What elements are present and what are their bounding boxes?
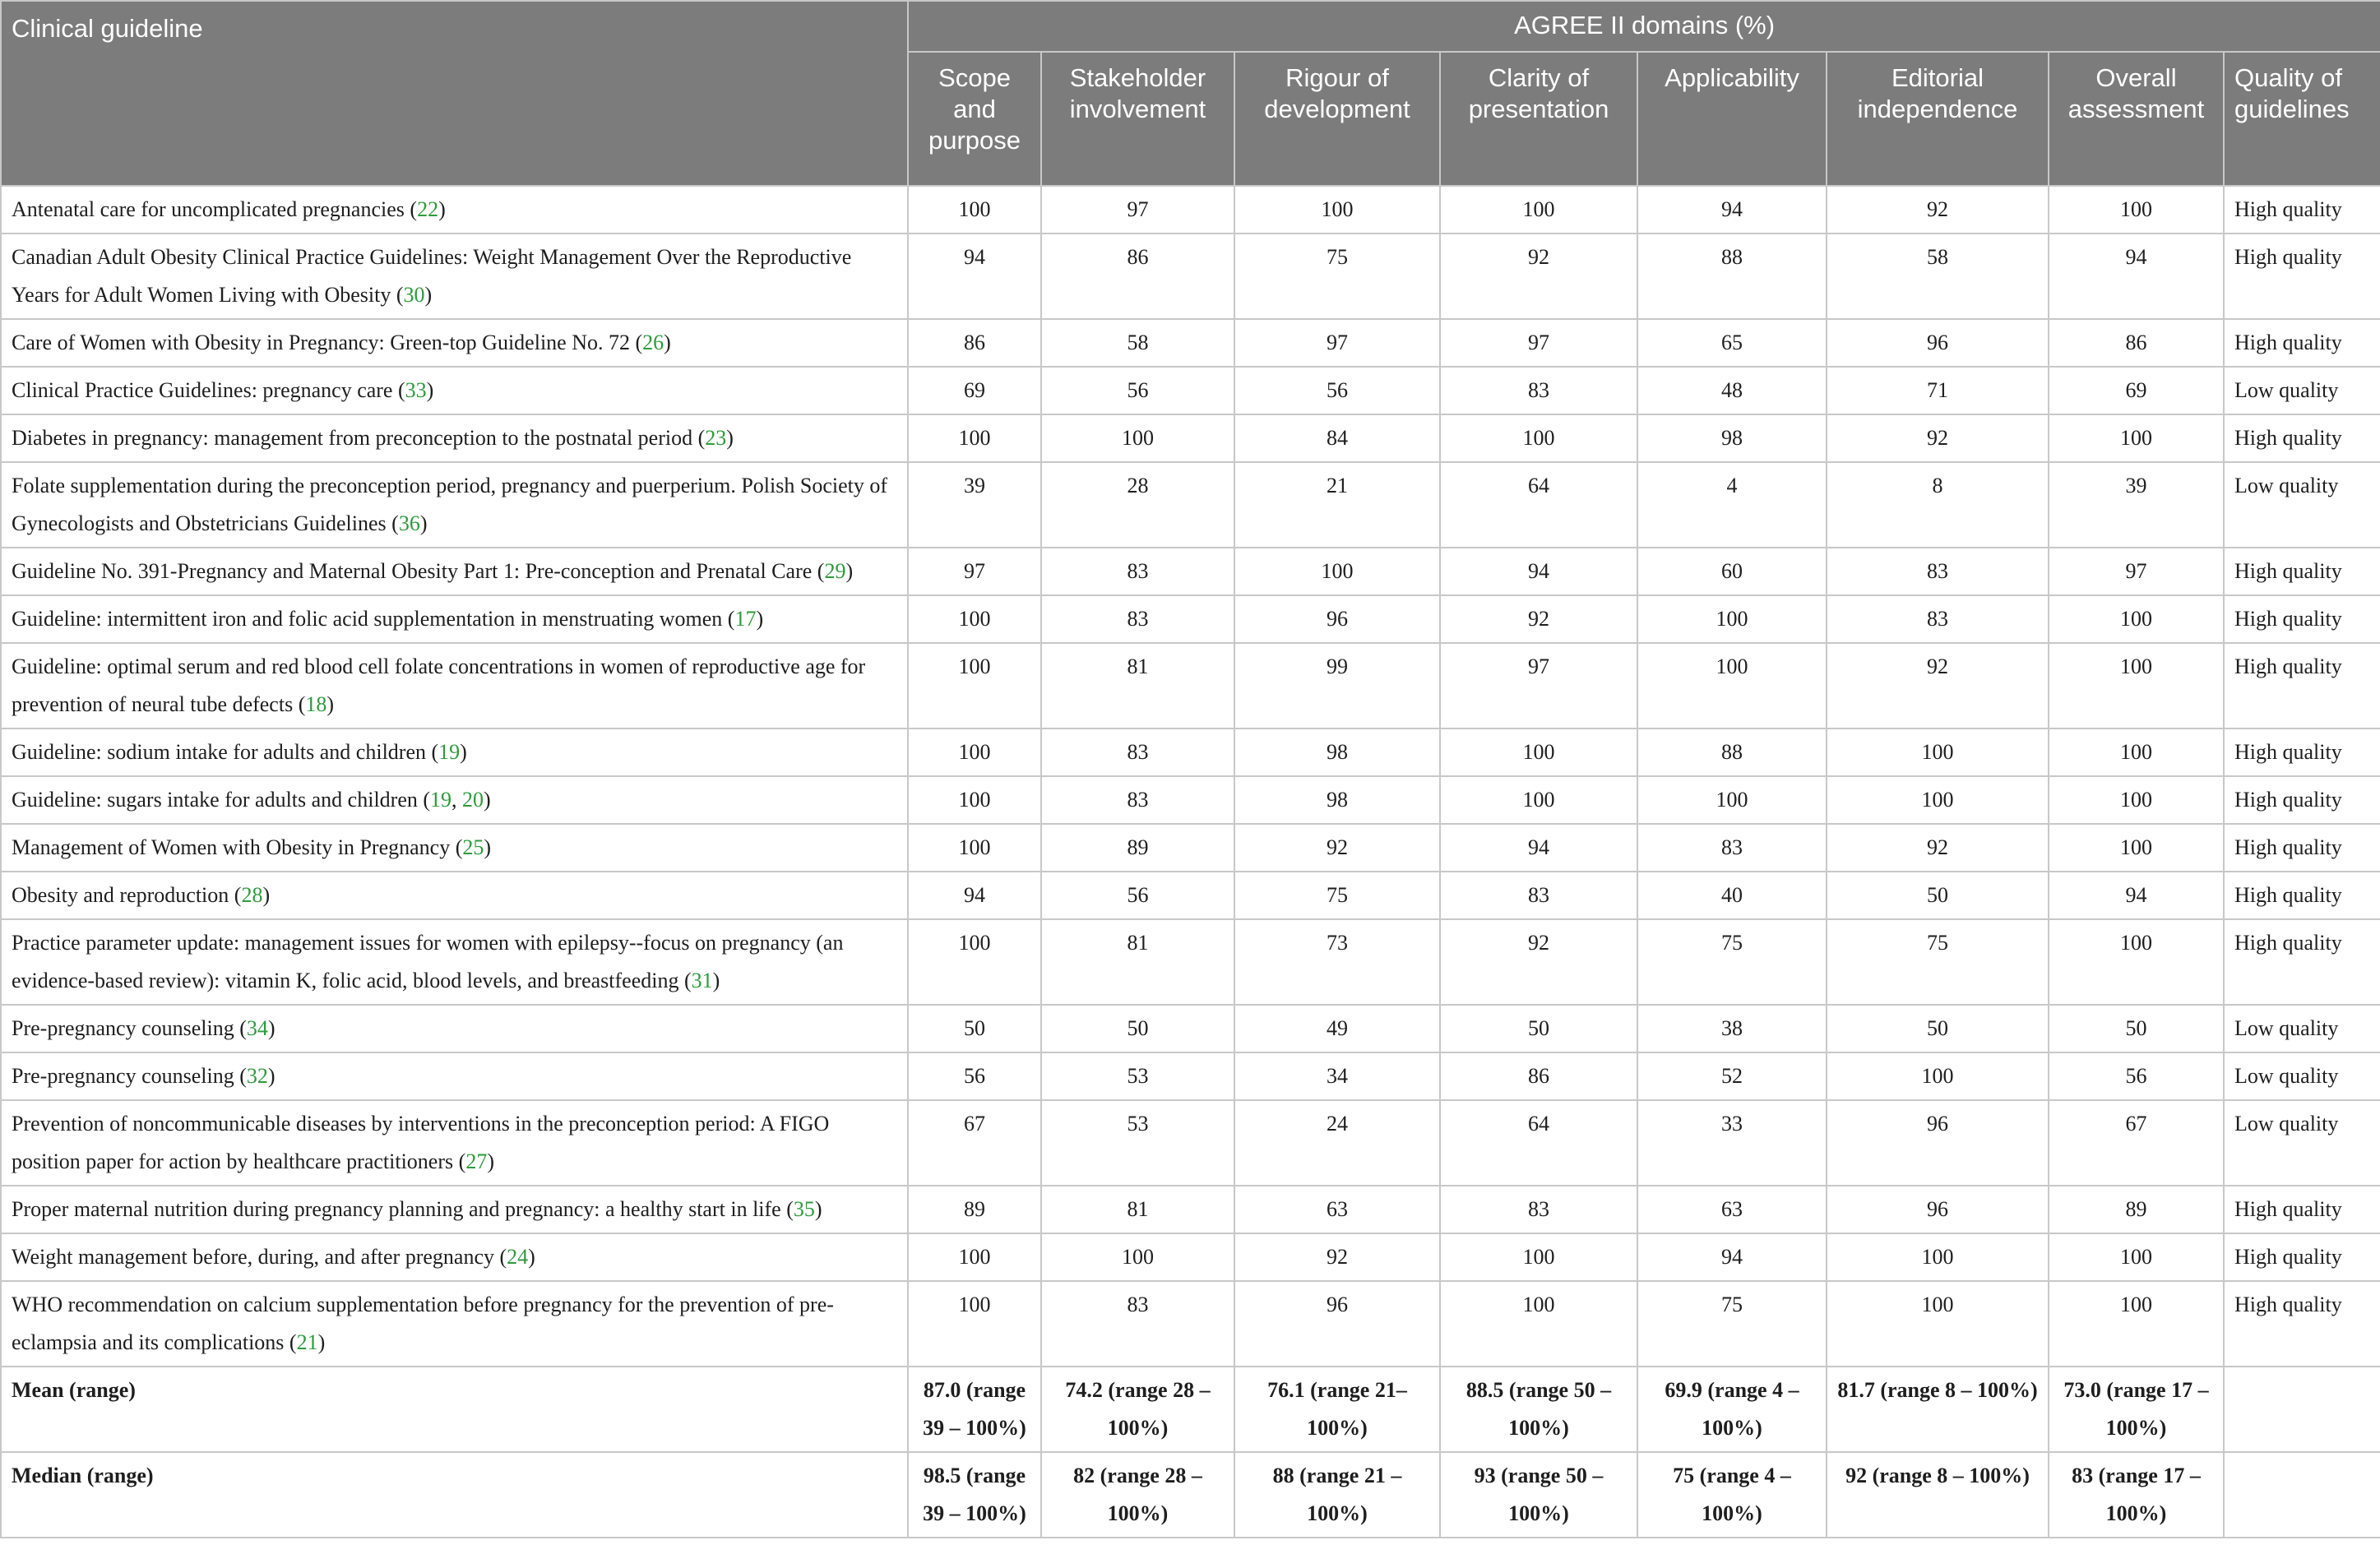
clarity-cell: 100 [1440, 728, 1637, 776]
stakeholder-cell: 89 [1041, 824, 1234, 872]
overall-cell: 100 [2049, 776, 2224, 824]
stakeholder-cell: 83 [1041, 728, 1234, 776]
overall-cell: 69 [2049, 367, 2224, 414]
overall-cell: 100 [2049, 186, 2224, 234]
scope-summary-cell: 98.5 (range 39 – 100%) [908, 1452, 1041, 1538]
rigour-cell: 34 [1234, 1052, 1440, 1100]
rigour-cell: 97 [1234, 319, 1440, 367]
guideline-cell: Folate supplementation during the preconception period, pregnancy and puerperium. Polish Society of Gynecologists and Obstetricians Guidelines (36) [1, 462, 908, 548]
rigour-cell: 24 [1234, 1100, 1440, 1186]
clinical-guideline-header: Clinical guideline [1, 1, 908, 186]
scope-cell: 100 [908, 595, 1041, 643]
applicability-cell: 98 [1637, 414, 1827, 462]
table-body [1, 186, 2380, 1538]
stakeholder-cell: 50 [1041, 1005, 1234, 1052]
rigour-cell: 100 [1234, 186, 1440, 234]
quality-cell: High quality [2224, 1233, 2380, 1281]
quality-cell: Low quality [2224, 367, 2380, 414]
scope-cell: 100 [908, 1281, 1041, 1367]
clarity-cell: 50 [1440, 1005, 1637, 1052]
quality-cell: High quality [2224, 776, 2380, 824]
stakeholder-cell: 81 [1041, 643, 1234, 728]
reference-link[interactable]: 35 [793, 1197, 815, 1221]
quality-cell: High quality [2224, 319, 2380, 367]
table-row [1, 414, 2380, 462]
editorial-cell: 92 [1827, 186, 2049, 234]
editorial-cell: 96 [1827, 1186, 2049, 1233]
clarity-cell: 83 [1440, 1186, 1637, 1233]
applicability-cell: 88 [1637, 728, 1827, 776]
summary-row [1, 1367, 2380, 1452]
editorial-cell: 8 [1827, 462, 2049, 548]
reference-link[interactable]: 23 [705, 426, 727, 450]
editorial-cell: 92 [1827, 643, 2049, 728]
stakeholder-summary-cell: 74.2 (range 28 – 100%) [1041, 1367, 1234, 1452]
table-row [1, 595, 2380, 643]
editorial-cell: 100 [1827, 1052, 2049, 1100]
guideline-cell: Guideline: optimal serum and red blood cell folate concentrations in women of reproductive age for prevention of neural tube defects (18) [1, 643, 908, 728]
editorial-summary-cell: 92 (range 8 – 100%) [1827, 1452, 2049, 1538]
reference-link[interactable]: 26 [642, 331, 664, 354]
quality-cell: High quality [2224, 595, 2380, 643]
header-row-group [1, 1, 2380, 52]
reference-link[interactable]: 33 [405, 378, 427, 402]
table-row [1, 1233, 2380, 1281]
overall-cell: 100 [2049, 1281, 2224, 1367]
quality-cell: Low quality [2224, 462, 2380, 548]
guideline-cell: Antenatal care for uncomplicated pregnancies (22) [1, 186, 908, 234]
overall-cell: 39 [2049, 462, 2224, 548]
overall-cell: 100 [2049, 1233, 2224, 1281]
scope-cell: 100 [908, 824, 1041, 872]
stakeholder-summary-cell: 82 (range 28 – 100%) [1041, 1452, 1234, 1538]
guideline-cell: Weight management before, during, and after pregnancy (24) [1, 1233, 908, 1281]
guideline-cell: Management of Women with Obesity in Pregnancy (25) [1, 824, 908, 872]
overall-cell: 94 [2049, 872, 2224, 919]
scope-cell: 100 [908, 186, 1041, 234]
reference-link[interactable]: 27 [465, 1149, 488, 1173]
applicability-cell: 100 [1637, 595, 1827, 643]
rigour-cell: 73 [1234, 919, 1440, 1005]
scope-cell: 67 [908, 1100, 1041, 1186]
guideline-name: Guideline: intermittent iron and folic acid supplementation in menstruating women [12, 607, 723, 631]
guideline-name: Diabetes in pregnancy: management from preconception to the postnatal period [12, 426, 693, 450]
overall-cell: 67 [2049, 1100, 2224, 1186]
editorial-cell: 58 [1827, 234, 2049, 319]
editorial-cell: 50 [1827, 1005, 2049, 1052]
table-row [1, 1186, 2380, 1233]
guideline-cell: Pre-pregnancy counseling (32) [1, 1052, 908, 1100]
rigour-cell: 75 [1234, 234, 1440, 319]
clarity-cell: 97 [1440, 643, 1637, 728]
guideline-name: WHO recommendation on calcium supplementation before pregnancy for the prevention of pre-eclampsia and its complications [12, 1293, 834, 1354]
guideline-cell: Guideline No. 391-Pregnancy and Maternal Obesity Part 1: Pre-conception and Prenatal Care (29) [1, 548, 908, 595]
rigour-cell: 63 [1234, 1186, 1440, 1233]
table-row [1, 1052, 2380, 1100]
editorial-cell: 100 [1827, 728, 2049, 776]
overall-cell: 89 [2049, 1186, 2224, 1233]
guideline-cell: Guideline: sodium intake for adults and children (19) [1, 728, 908, 776]
quality-summary-cell [2224, 1452, 2380, 1538]
editorial-cell: 50 [1827, 872, 2049, 919]
applicability-summary-cell: 69.9 (range 4 – 100%) [1637, 1367, 1827, 1452]
scope-cell: 100 [908, 414, 1041, 462]
editorial-cell: 100 [1827, 776, 2049, 824]
quality-cell: Low quality [2224, 1052, 2380, 1100]
reference-link[interactable]: 22 [417, 197, 439, 221]
clarity-cell: 86 [1440, 1052, 1637, 1100]
rigour-cell: 96 [1234, 595, 1440, 643]
scope-cell: 100 [908, 776, 1041, 824]
overall-cell: 56 [2049, 1052, 2224, 1100]
clarity-summary-cell: 88.5 (range 50 – 100%) [1440, 1367, 1637, 1452]
stakeholder-cell: 97 [1041, 186, 1234, 234]
applicability-summary-cell: 75 (range 4 – 100%) [1637, 1452, 1827, 1538]
quality-cell: High quality [2224, 824, 2380, 872]
quality-cell: High quality [2224, 1281, 2380, 1367]
quality-cell: High quality [2224, 548, 2380, 595]
stakeholder-cell: 100 [1041, 414, 1234, 462]
agree-domains-header: AGREE II domains (%) [908, 1, 2380, 52]
rigour-summary-cell: 88 (range 21 – 100%) [1234, 1452, 1440, 1538]
clarity-cell: 100 [1440, 1233, 1637, 1281]
applicability-cell: 94 [1637, 186, 1827, 234]
stakeholder-cell: 53 [1041, 1052, 1234, 1100]
guideline-cell: Practice parameter update: management issues for women with epilepsy--focus on pregnancy (an evidence-based review): vitamin K, folic acid, blood levels, and breastfeeding (31) [1, 919, 908, 1005]
quality-cell: High quality [2224, 234, 2380, 319]
table-row [1, 728, 2380, 776]
quality-cell: High quality [2224, 919, 2380, 1005]
clarity-cell: 64 [1440, 1100, 1637, 1186]
guideline-cell: Clinical Practice Guidelines: pregnancy care (33) [1, 367, 908, 414]
reference-link[interactable]: 17 [734, 607, 757, 631]
table-row [1, 919, 2380, 1005]
table-row [1, 1005, 2380, 1052]
quality-cell: High quality [2224, 186, 2380, 234]
clarity-cell: 64 [1440, 462, 1637, 548]
guideline-cell: Canadian Adult Obesity Clinical Practice Guidelines: Weight Management Over the Reproductive Years for Adult Women Living with Obesity (30) [1, 234, 908, 319]
applicability-header: Applicability [1637, 52, 1827, 186]
applicability-cell: 100 [1637, 643, 1827, 728]
table-row [1, 1281, 2380, 1367]
stakeholder-cell: 28 [1041, 462, 1234, 548]
editorial-cell: 100 [1827, 1281, 2049, 1367]
reference-link[interactable]: 28 [241, 883, 263, 907]
editorial-cell: 92 [1827, 824, 2049, 872]
reference-link[interactable]: 20 [462, 788, 484, 812]
overall-cell: 100 [2049, 728, 2224, 776]
guideline-name: Antenatal care for uncomplicated pregnancies [12, 197, 405, 221]
reference-link[interactable]: 34 [246, 1016, 268, 1040]
rigour-summary-cell: 76.1 (range 21– 100%) [1234, 1367, 1440, 1452]
rigour-cell: 21 [1234, 462, 1440, 548]
guideline-cell: Prevention of noncommunicable diseases by interventions in the preconception period: A FIGO position paper for action by healthcare practitioners (27) [1, 1100, 908, 1186]
summary-label: Mean (range) [1, 1367, 908, 1452]
guideline-name: Folate supplementation during the preconception period, pregnancy and puerperium. Polish Society of Gynecologists and Obstetricians Guidelines [12, 474, 888, 535]
guideline-name: Clinical Practice Guidelines: pregnancy care [12, 378, 393, 402]
guideline-name: Guideline No. 391-Pregnancy and Maternal Obesity Part 1: Pre-conception and Prenatal Care [12, 559, 813, 583]
stakeholder-cell: 83 [1041, 595, 1234, 643]
overall-cell: 100 [2049, 595, 2224, 643]
overall-cell: 94 [2049, 234, 2224, 319]
rigour-cell: 98 [1234, 728, 1440, 776]
table-row [1, 367, 2380, 414]
editorial-cell: 83 [1827, 548, 2049, 595]
editorial-cell: 83 [1827, 595, 2049, 643]
table-row [1, 872, 2380, 919]
clarity-summary-cell: 93 (range 50 – 100%) [1440, 1452, 1637, 1538]
guideline-cell: WHO recommendation on calcium supplementation before pregnancy for the prevention of pre-eclampsia and its complications (21) [1, 1281, 908, 1367]
overall-summary-cell: 83 (range 17 – 100%) [2049, 1452, 2224, 1538]
guideline-cell: Proper maternal nutrition during pregnancy planning and pregnancy: a healthy start in life (35) [1, 1186, 908, 1233]
rigour-header: Rigour of development [1234, 52, 1440, 186]
stakeholder-cell: 83 [1041, 1281, 1234, 1367]
reference-link[interactable]: 25 [462, 835, 484, 859]
scope-cell: 94 [908, 872, 1041, 919]
guideline-name: Pre-pregnancy counseling [12, 1016, 234, 1040]
reference-link[interactable]: 31 [691, 969, 713, 992]
rigour-cell: 56 [1234, 367, 1440, 414]
applicability-cell: 38 [1637, 1005, 1827, 1052]
guideline-cell: Guideline: intermittent iron and folic acid supplementation in menstruating women (17) [1, 595, 908, 643]
guideline-name: Pre-pregnancy counseling [12, 1064, 234, 1088]
applicability-cell: 88 [1637, 234, 1827, 319]
overall-summary-cell: 73.0 (range 17 – 100%) [2049, 1367, 2224, 1452]
rigour-cell: 98 [1234, 776, 1440, 824]
reference-link[interactable]: 36 [398, 511, 420, 535]
table-row [1, 776, 2380, 824]
table-row [1, 1100, 2380, 1186]
stakeholder-cell: 53 [1041, 1100, 1234, 1186]
applicability-cell: 40 [1637, 872, 1827, 919]
clarity-cell: 92 [1440, 919, 1637, 1005]
scope-cell: 94 [908, 234, 1041, 319]
quality-summary-cell [2224, 1367, 2380, 1452]
clarity-cell: 92 [1440, 234, 1637, 319]
editorial-cell: 96 [1827, 319, 2049, 367]
applicability-cell: 33 [1637, 1100, 1827, 1186]
stakeholder-cell: 81 [1041, 1186, 1234, 1233]
clarity-cell: 100 [1440, 1281, 1637, 1367]
quality-cell: High quality [2224, 728, 2380, 776]
scope-cell: 56 [908, 1052, 1041, 1100]
clarity-cell: 94 [1440, 824, 1637, 872]
reference-link[interactable]: 32 [246, 1064, 268, 1088]
reference-link[interactable]: 19 [430, 788, 452, 812]
editorial-cell: 96 [1827, 1100, 2049, 1186]
quality-cell: High quality [2224, 643, 2380, 728]
scope-cell: 100 [908, 728, 1041, 776]
stakeholder-cell: 83 [1041, 776, 1234, 824]
guideline-cell: Obesity and reproduction (28) [1, 872, 908, 919]
clarity-cell: 83 [1440, 367, 1637, 414]
stakeholder-cell: 86 [1041, 234, 1234, 319]
overall-cell: 86 [2049, 319, 2224, 367]
scope-cell: 50 [908, 1005, 1041, 1052]
guideline-name: Guideline: optimal serum and red blood cell folate concentrations in women of reproductive age for prevention of neural tube defects [12, 654, 866, 716]
guideline-cell: Pre-pregnancy counseling (34) [1, 1005, 908, 1052]
scope-cell: 100 [908, 919, 1041, 1005]
rigour-cell: 92 [1234, 1233, 1440, 1281]
guideline-name: Management of Women with Obesity in Pregnancy [12, 835, 451, 859]
guideline-name: Canadian Adult Obesity Clinical Practice Guidelines: Weight Management Over the Reproductive Years for Adult Women Living with Obesity [12, 245, 852, 307]
overall-header: Overall assessment [2049, 52, 2224, 186]
applicability-cell: 48 [1637, 367, 1827, 414]
stakeholder-cell: 56 [1041, 367, 1234, 414]
quality-cell: Low quality [2224, 1100, 2380, 1186]
reference-link[interactable]: 30 [403, 283, 425, 307]
summary-row [1, 1452, 2380, 1538]
guideline-name: Guideline: sodium intake for adults and children [12, 740, 426, 764]
applicability-cell: 4 [1637, 462, 1827, 548]
editorial-header: Editorial independence [1827, 52, 2049, 186]
applicability-cell: 60 [1637, 548, 1827, 595]
guideline-name: Practice parameter update: management issues for women with epilepsy--focus on pregnancy (an evidence-based review): vitamin K, folic acid, blood levels, and breastfeeding [12, 931, 844, 992]
applicability-cell: 65 [1637, 319, 1827, 367]
clarity-header: Clarity of presentation [1440, 52, 1637, 186]
table-row [1, 824, 2380, 872]
guideline-cell: Diabetes in pregnancy: management from preconception to the postnatal period (23) [1, 414, 908, 462]
editorial-summary-cell: 81.7 (range 8 – 100%) [1827, 1367, 2049, 1452]
overall-cell: 50 [2049, 1005, 2224, 1052]
stakeholder-cell: 83 [1041, 548, 1234, 595]
quality-cell: High quality [2224, 872, 2380, 919]
overall-cell: 100 [2049, 919, 2224, 1005]
guideline-name: Weight management before, during, and after pregnancy [12, 1245, 494, 1269]
guideline-name: Care of Women with Obesity in Pregnancy: Green-top Guideline No. 72 [12, 331, 630, 354]
guideline-name: Obesity and reproduction [12, 883, 229, 907]
scope-cell: 89 [908, 1186, 1041, 1233]
stakeholder-cell: 81 [1041, 919, 1234, 1005]
applicability-cell: 75 [1637, 1281, 1827, 1367]
clarity-cell: 100 [1440, 414, 1637, 462]
overall-cell: 100 [2049, 414, 2224, 462]
stakeholder-cell: 58 [1041, 319, 1234, 367]
applicability-cell: 75 [1637, 919, 1827, 1005]
table-row [1, 643, 2380, 728]
quality-header: Quality of guidelines [2224, 52, 2380, 186]
scope-cell: 69 [908, 367, 1041, 414]
editorial-cell: 100 [1827, 1233, 2049, 1281]
clarity-cell: 83 [1440, 872, 1637, 919]
reference-link[interactable]: 18 [305, 692, 327, 716]
overall-cell: 100 [2049, 643, 2224, 728]
clarity-cell: 100 [1440, 186, 1637, 234]
stakeholder-header: Stakeholder involvement [1041, 52, 1234, 186]
guideline-cell: Guideline: sugars intake for adults and children (19, 20) [1, 776, 908, 824]
clarity-cell: 94 [1440, 548, 1637, 595]
applicability-cell: 52 [1637, 1052, 1827, 1100]
table-row [1, 462, 2380, 548]
scope-cell: 100 [908, 643, 1041, 728]
table-row [1, 319, 2380, 367]
editorial-cell: 71 [1827, 367, 2049, 414]
rigour-cell: 99 [1234, 643, 1440, 728]
reference-link[interactable]: 19 [438, 740, 461, 764]
rigour-cell: 92 [1234, 824, 1440, 872]
quality-cell: High quality [2224, 1186, 2380, 1233]
reference-link[interactable]: 21 [296, 1330, 318, 1354]
scope-cell: 97 [908, 548, 1041, 595]
clarity-cell: 97 [1440, 319, 1637, 367]
table-row [1, 548, 2380, 595]
stakeholder-cell: 100 [1041, 1233, 1234, 1281]
quality-cell: High quality [2224, 414, 2380, 462]
rigour-cell: 49 [1234, 1005, 1440, 1052]
clarity-cell: 100 [1440, 776, 1637, 824]
rigour-cell: 84 [1234, 414, 1440, 462]
rigour-cell: 96 [1234, 1281, 1440, 1367]
rigour-cell: 75 [1234, 872, 1440, 919]
rigour-cell: 100 [1234, 548, 1440, 595]
scope-header: Scope and purpose [908, 52, 1041, 186]
applicability-cell: 83 [1637, 824, 1827, 872]
table-row [1, 186, 2380, 234]
editorial-cell: 92 [1827, 414, 2049, 462]
scope-cell: 86 [908, 319, 1041, 367]
overall-cell: 100 [2049, 824, 2224, 872]
reference-link[interactable]: 29 [824, 559, 846, 583]
guideline-name: Proper maternal nutrition during pregnancy planning and pregnancy: a healthy start in life [12, 1197, 781, 1221]
scope-cell: 100 [908, 1233, 1041, 1281]
clarity-cell: 92 [1440, 595, 1637, 643]
editorial-cell: 75 [1827, 919, 2049, 1005]
applicability-cell: 63 [1637, 1186, 1827, 1233]
guideline-cell: Care of Women with Obesity in Pregnancy: Green-top Guideline No. 72 (26) [1, 319, 908, 367]
summary-label: Median (range) [1, 1452, 908, 1538]
quality-cell: Low quality [2224, 1005, 2380, 1052]
guideline-name: Prevention of noncommunicable diseases by interventions in the preconception period: A FIGO position paper for action by healthcare practitioners [12, 1112, 830, 1173]
stakeholder-cell: 56 [1041, 872, 1234, 919]
applicability-cell: 94 [1637, 1233, 1827, 1281]
applicability-cell: 100 [1637, 776, 1827, 824]
overall-cell: 97 [2049, 548, 2224, 595]
guideline-name: Guideline: sugars intake for adults and children [12, 788, 418, 812]
scope-summary-cell: 87.0 (range 39 – 100%) [908, 1367, 1041, 1452]
table-row [1, 234, 2380, 319]
scope-cell: 39 [908, 462, 1041, 548]
reference-link[interactable]: 24 [507, 1245, 529, 1269]
